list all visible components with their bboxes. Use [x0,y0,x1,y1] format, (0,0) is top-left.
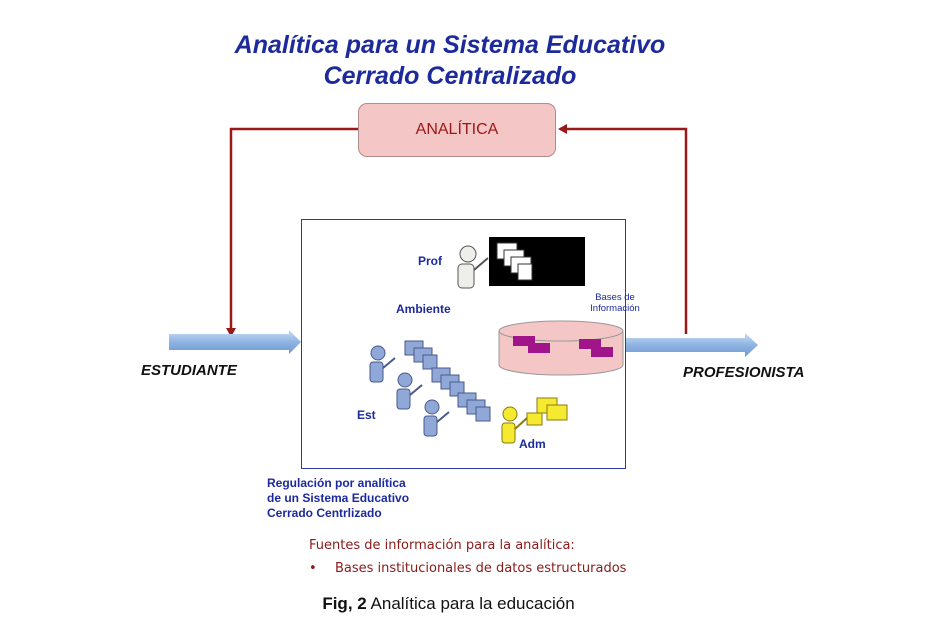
database-label-line-1: Bases de [595,292,635,303]
professional-label: PROFESIONISTA [683,364,805,381]
database-label [582,292,648,314]
database-label-line-2: Información [590,303,640,314]
regulation-line-2: de un Sistema Educativo [267,491,410,505]
database-cylinder-icon [499,321,623,375]
regulation-note [267,476,467,521]
sources-list-item [309,561,626,576]
diagram-title-line-2: Cerrado Centralizado [323,62,577,90]
analytics-box-label: ANALÍTICA [415,121,499,138]
student-figure-icon [424,393,490,436]
administrator-label: Adm [519,437,546,451]
figure-caption [0,594,897,614]
regulation-line-1: Regulación por analítica [267,476,406,490]
bullet-icon: • [309,561,317,576]
regulation-line-3: Cerrado Centrlizado [267,506,382,520]
diagram-title-line-1: Analítica para un Sistema Educativo [234,31,666,59]
figure-number: Fig, 2 [322,594,367,613]
student-label: ESTUDIANTE [141,362,237,379]
environment-label: Ambiente [396,302,451,316]
student-group-label: Est [357,408,376,422]
professor-figure-icon [458,246,488,288]
professor-label: Prof [418,254,442,268]
sources-item-text: Bases institucionales de datos estructurados [335,561,627,576]
sources-heading: Fuentes de información para la analítica: [309,538,575,553]
figure-caption-text: Analítica para la educación [366,594,575,613]
presentation-screen-icon [489,237,585,286]
